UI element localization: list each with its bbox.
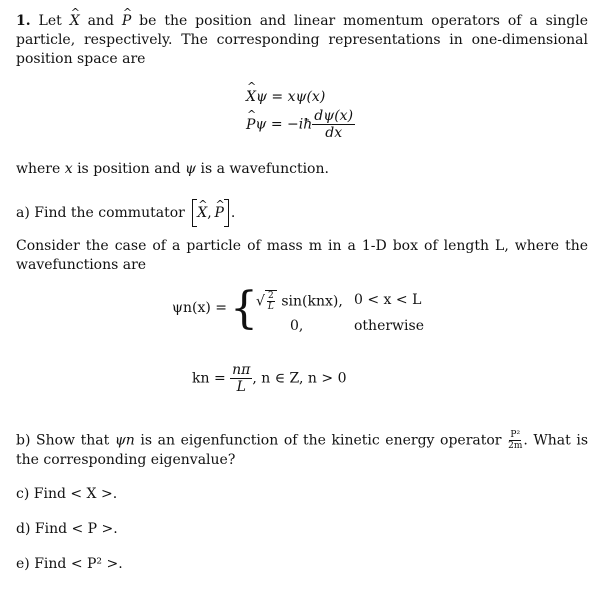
eq2-psi: ψ [255,116,267,133]
op-den: 2m [508,441,523,451]
where-b: is position and [77,161,181,177]
commutator-p: ^ P [215,204,224,223]
part-d: d) Find < P >. [16,521,118,537]
eq2-numerator: dψ(x) [314,108,354,124]
part-b-psi: ψn [114,432,135,449]
p-operator: ^ P [122,12,131,31]
piecewise-case-1: √ $\frac{2}{L}$ sin(knx), [256,291,343,312]
kn-den: L [236,379,246,395]
op-num: P² [510,430,521,440]
eq1-x-op: ^ X [246,89,256,105]
kn-num: nπ [232,362,251,378]
part-e: e) Find < P² >. [16,556,123,572]
where-a: where [16,161,61,177]
piecewise-brace: { [230,283,258,334]
psi-n-lhs: ψn(x) = [172,300,227,316]
eq2-p-op: ^ P [246,117,255,133]
eq2-derivative [312,108,355,141]
kn-cond: , n ∈ Z, n > 0 [252,370,347,387]
equation-momentum-operator: ^ Pψ = −iħ $\frac{d\psi(x)}{dx}$ [246,108,355,141]
eq2-denominator: dx [325,125,343,141]
eq2-prefix: −iħ [287,116,313,133]
sqrt-num: 2 [268,291,274,301]
x-operator: ^ X [70,12,80,31]
part-b [16,430,588,470]
problem-number: 1. [16,13,31,29]
kinetic-operator [507,430,523,451]
part-a: a) Find the commutator ^ X, ^ P . [16,199,235,227]
commutator-x: ^ X [197,204,207,223]
intro-text-c: be the position and linear momentum operators of a single particle, respectively. The corresponding representations in one-dimensional position space are [16,13,589,67]
where-line [16,160,329,179]
piecewise-case-2: 0, [290,318,304,334]
kn-fraction [230,362,252,395]
intro-text-b: and [87,13,114,29]
eq1-rhs: xψ(x) [287,89,326,105]
piecewise-cond-2: otherwise [354,318,424,334]
case1-expr: sin(knx), [281,293,343,310]
eq1-psi: ψ [255,89,267,105]
intro-text-a: Let [38,13,62,29]
part-b-c: . What is the corresponding eigenvalue? [16,432,589,468]
sqrt-den: L [267,302,274,312]
kn-lhs: kn = [192,370,226,387]
where-psi: ψ [185,161,197,177]
part-b-a: b) Show that [16,432,110,449]
part-c: c) Find < X >. [16,486,118,502]
equation-position-operator: ^ Xψ = xψ(x) [246,89,325,105]
part-b-b: is an eigenfunction of the kinetic energy operator [140,432,502,449]
where-x: x [64,161,73,177]
box-paragraph: Consider the case of a particle of mass m in a 1-D box of length L, where the wavefunctions are [16,238,588,273]
part-a-label: a) Find the commutator [16,205,185,221]
where-c: is a wavefunction. [200,161,329,177]
intro-paragraph [16,12,588,69]
kn-definition [192,362,346,395]
piecewise-cond-1: 0 < x < L [354,292,422,308]
